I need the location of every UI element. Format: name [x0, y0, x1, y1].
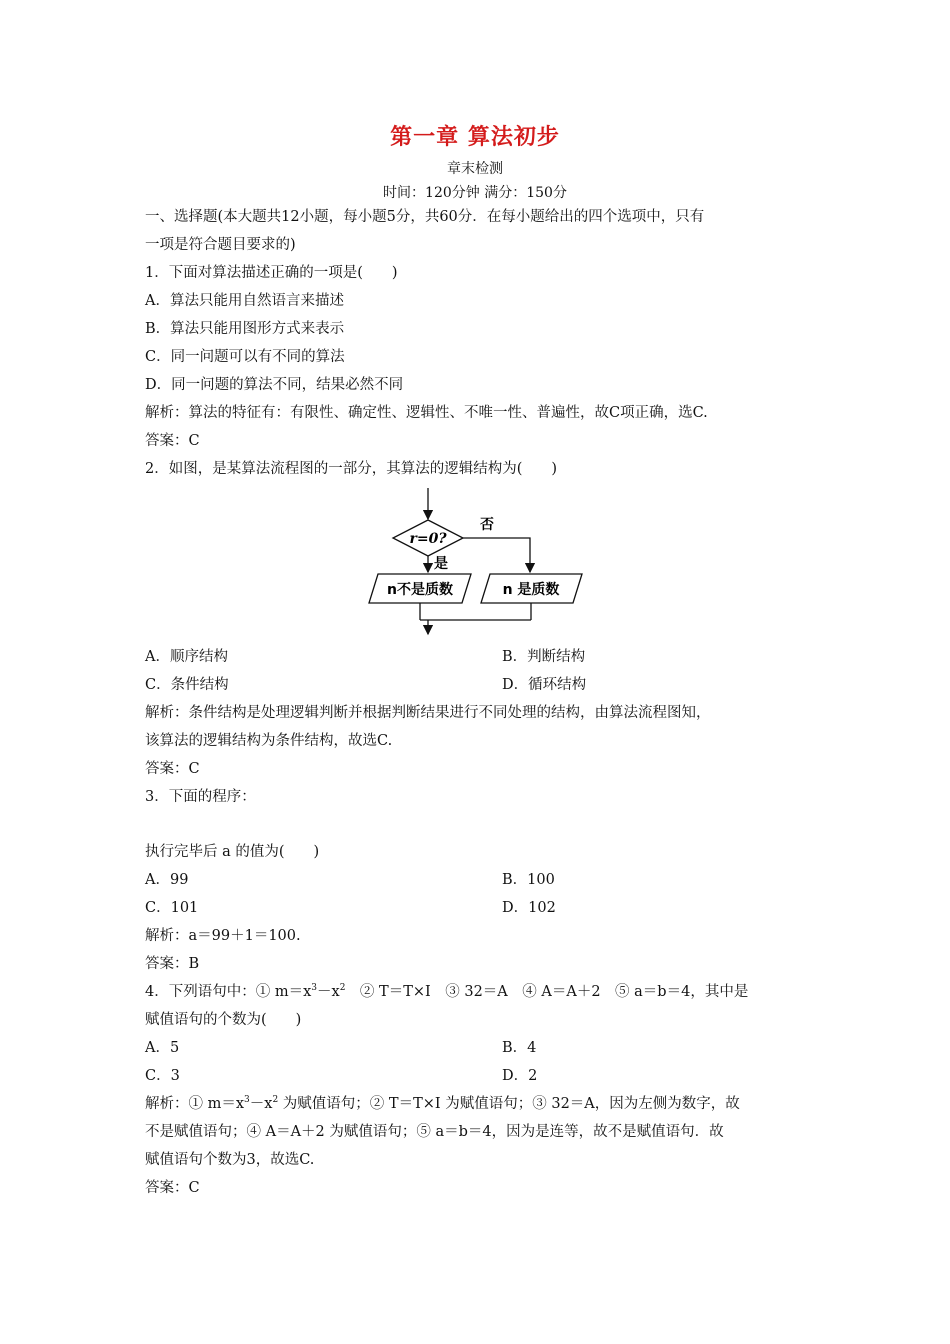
q4-analysis-mid: －x — [249, 1096, 273, 1112]
right-box-label: n 是质数 — [502, 582, 560, 598]
q4-option-a: A．5 — [145, 1040, 180, 1056]
q1-stem: 1．下面对算法描述正确的一项是( ) — [145, 265, 398, 281]
q3-analysis: 解析：a＝99＋1＝100. — [145, 928, 301, 944]
subtitle: 章末检测 — [447, 161, 503, 177]
chapter-title: 第一章 算法初步 — [390, 124, 560, 150]
yes-label: 是 — [434, 556, 448, 572]
q4-analysis-sup-2: 2 — [272, 1095, 279, 1106]
q3-option-b: B．100 — [502, 872, 555, 888]
no-label: 否 — [480, 517, 494, 533]
q3-answer: 答案：B — [145, 956, 200, 972]
q4-analysis-cont: 不是赋值语句；④ A＝A＋2 为赋值语句；⑤ a＝b＝4，因为是连等，故不是赋值语句．故 — [145, 1124, 724, 1140]
q4-analysis — [145, 1094, 740, 1114]
no-branch-arrow — [463, 538, 530, 572]
q1-analysis: 解析：算法的特征有：有限性、确定性、逻辑性、不唯一性、普遍性，故C项正确，选C. — [145, 405, 708, 421]
q4-answer: 答案：C — [145, 1180, 200, 1196]
decision-label: r=0? — [409, 531, 447, 547]
q2-option-a: A．顺序结构 — [145, 649, 228, 665]
q2-stem: 2．如图，是某算法流程图的一部分，其算法的逻辑结构为( ) — [145, 461, 558, 477]
q3-stem: 3．下面的程序： — [145, 789, 256, 805]
q3-option-a: A．99 — [145, 872, 189, 888]
q4-analysis-cont-2: 赋值语句个数为3，故选C. — [145, 1152, 315, 1168]
q4-sup-3: 3 — [311, 983, 317, 994]
q2-analysis: 解析：条件结构是处理逻辑判断并根据判断结果进行不同处理的结构，由算法流程图知， — [145, 705, 711, 721]
q2-option-b: B．判断结构 — [502, 649, 586, 665]
q4-analysis-pre: 解析：① m＝x — [145, 1096, 245, 1112]
q4-sup-2: 2 — [339, 983, 346, 994]
q1-option-d: D．同一问题的算法不同，结果必然不同 — [145, 377, 404, 393]
q1-option-c: C．同一问题可以有不同的算法 — [145, 349, 345, 365]
left-box-label: n不是质数 — [387, 582, 453, 598]
q1-option-b: B．算法只能用图形方式来表示 — [145, 321, 345, 337]
q4-stem-cont: 赋值语句的个数为( ) — [145, 1012, 302, 1028]
q2-option-c: C．条件结构 — [145, 677, 229, 693]
q4-option-c: C．3 — [145, 1068, 180, 1084]
q2-option-d: D．循环结构 — [502, 677, 587, 693]
q1-option-a: A．算法只能用自然语言来描述 — [145, 293, 344, 309]
q2-analysis-cont: 该算法的逻辑结构为条件结构，故选C. — [145, 733, 393, 749]
q4-stem-mid: －x — [317, 984, 340, 1000]
section-heading-cont: 一项是符合题目要求的) — [145, 237, 296, 253]
q4-stem — [145, 982, 748, 1002]
q4-option-b: B．4 — [502, 1040, 537, 1056]
flowchart-diagram — [368, 486, 584, 636]
q4-analysis-sup-3: 3 — [244, 1095, 250, 1106]
q4-stem-post: ② T＝T×I ③ 32＝A ④ A＝A＋2 ⑤ a＝b＝4，其中是 — [345, 984, 749, 1000]
q1-answer: 答案：C — [145, 433, 200, 449]
q3-option-d: D．102 — [502, 900, 556, 916]
q3-stem-cont: 执行完毕后 a 的值为( ) — [145, 844, 320, 860]
q2-answer: 答案：C — [145, 761, 200, 777]
section-heading: 一、选择题(本大题共12小题，每小题5分，共60分．在每小题给出的四个选项中，只有 — [145, 209, 705, 225]
q4-option-d: D．2 — [502, 1068, 538, 1084]
exam-meta: 时间：120分钟 满分：150分 — [383, 185, 567, 201]
q3-option-c: C．101 — [145, 900, 199, 916]
q4-analysis-post: 为赋值语句；② T＝T×I 为赋值语句；③ 32＝A，因为左侧为数字，故 — [278, 1096, 740, 1112]
q4-stem-pre: 4．下列语句中：① m＝x — [145, 984, 312, 1000]
